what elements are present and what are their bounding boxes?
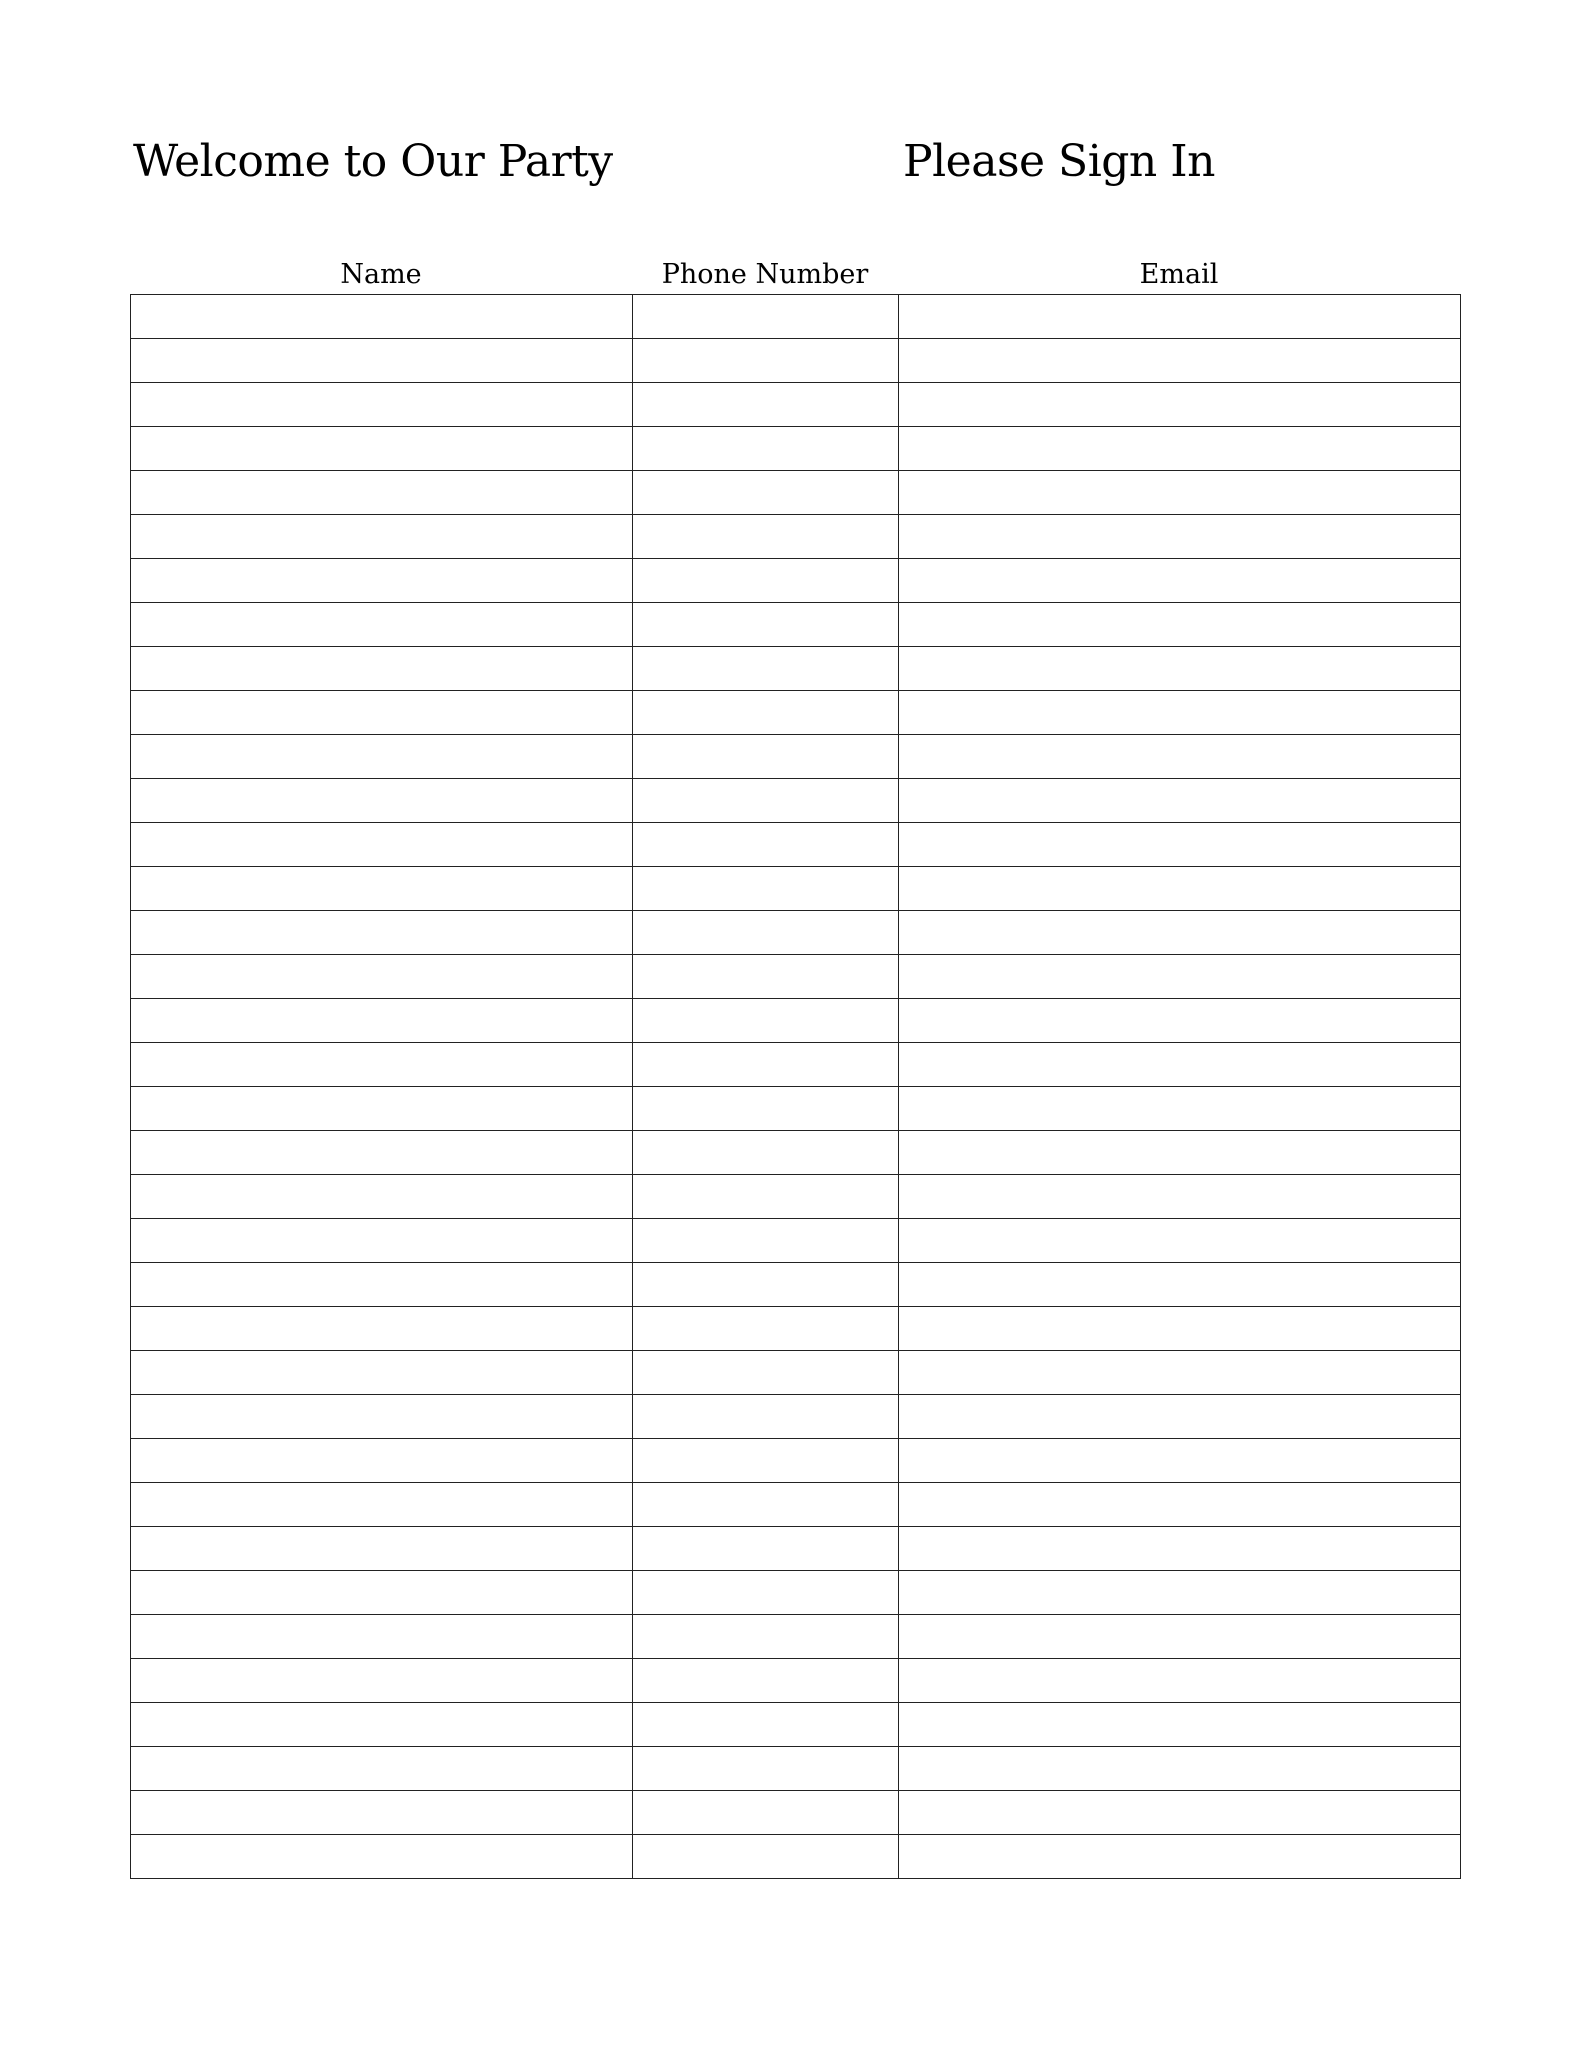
email-cell [899,1615,1461,1659]
phone-cell [633,779,899,823]
table-row [131,1043,1461,1087]
table-row [131,515,1461,559]
email-cell [899,339,1461,383]
name-cell [131,647,633,691]
sign-in-table-body [131,295,1461,1879]
name-cell [131,383,633,427]
table-row [131,1439,1461,1483]
table-row [131,1615,1461,1659]
table-row [131,955,1461,999]
table-row [131,691,1461,735]
name-cell [131,1835,633,1879]
name-cell [131,1395,633,1439]
table-row [131,1087,1461,1131]
table-row [131,339,1461,383]
email-cell [899,867,1461,911]
name-cell [131,1659,633,1703]
phone-cell [633,1131,899,1175]
name-cell [131,911,633,955]
email-cell [899,1307,1461,1351]
table-row [131,603,1461,647]
name-cell [131,427,633,471]
phone-cell [633,1571,899,1615]
email-cell [899,1439,1461,1483]
page-subtitle: Please Sign In [903,136,1215,187]
email-cell [899,1483,1461,1527]
name-cell [131,999,633,1043]
phone-cell [633,1043,899,1087]
name-cell [131,691,633,735]
phone-cell [633,823,899,867]
table-row [131,1131,1461,1175]
table-row [131,1703,1461,1747]
email-cell [899,1835,1461,1879]
phone-cell [633,1527,899,1571]
email-cell [899,779,1461,823]
name-cell [131,471,633,515]
table-row [131,1791,1461,1835]
phone-cell [633,911,899,955]
phone-cell [633,1835,899,1879]
table-row [131,999,1461,1043]
table-row [131,471,1461,515]
name-cell [131,1175,633,1219]
table-row [131,1219,1461,1263]
name-cell [131,1043,633,1087]
phone-cell [633,603,899,647]
phone-cell [633,339,899,383]
name-cell [131,603,633,647]
phone-cell [633,955,899,999]
email-cell [899,1571,1461,1615]
name-cell [131,1087,633,1131]
phone-cell [633,1087,899,1131]
phone-cell [633,515,899,559]
name-cell [131,1131,633,1175]
name-cell [131,1791,633,1835]
name-cell [131,295,633,339]
phone-cell [633,295,899,339]
table-row [131,1747,1461,1791]
email-cell [899,647,1461,691]
name-cell [131,823,633,867]
column-header-email: Email [1139,259,1219,290]
phone-cell [633,647,899,691]
name-cell [131,1747,633,1791]
name-cell [131,867,633,911]
phone-cell [633,1395,899,1439]
email-cell [899,471,1461,515]
column-header-phone: Phone Number [661,259,869,290]
name-cell [131,515,633,559]
phone-cell [633,1703,899,1747]
email-cell [899,1175,1461,1219]
email-cell [899,295,1461,339]
phone-cell [633,1307,899,1351]
name-cell [131,779,633,823]
name-cell [131,1483,633,1527]
name-cell [131,1351,633,1395]
email-cell [899,1747,1461,1791]
table-row [131,1175,1461,1219]
phone-cell [633,1351,899,1395]
name-cell [131,1307,633,1351]
phone-cell [633,1483,899,1527]
phone-cell [633,867,899,911]
name-cell [131,1703,633,1747]
name-cell [131,955,633,999]
phone-cell [633,559,899,603]
page-title: Welcome to Our Party [133,136,613,187]
email-cell [899,691,1461,735]
name-cell [131,1439,633,1483]
name-cell [131,1527,633,1571]
name-cell [131,1615,633,1659]
table-row [131,1351,1461,1395]
email-cell [899,1703,1461,1747]
email-cell [899,1087,1461,1131]
table-row [131,427,1461,471]
email-cell [899,515,1461,559]
email-cell [899,823,1461,867]
phone-cell [633,1615,899,1659]
table-row [131,823,1461,867]
email-cell [899,559,1461,603]
email-cell [899,1527,1461,1571]
table-row [131,867,1461,911]
phone-cell [633,999,899,1043]
table-row [131,1659,1461,1703]
table-row [131,911,1461,955]
phone-cell [633,1439,899,1483]
email-cell [899,999,1461,1043]
name-cell [131,1571,633,1615]
email-cell [899,603,1461,647]
table-row [131,1835,1461,1879]
name-cell [131,339,633,383]
email-cell [899,1351,1461,1395]
table-row [131,1307,1461,1351]
email-cell [899,955,1461,999]
column-header-name: Name [340,259,422,290]
phone-cell [633,1175,899,1219]
email-cell [899,1043,1461,1087]
table-row [131,559,1461,603]
table-row [131,295,1461,339]
phone-cell [633,1659,899,1703]
phone-cell [633,1791,899,1835]
phone-cell [633,1263,899,1307]
email-cell [899,1219,1461,1263]
table-row [131,1527,1461,1571]
name-cell [131,735,633,779]
email-cell [899,1263,1461,1307]
phone-cell [633,427,899,471]
table-row [131,779,1461,823]
name-cell [131,559,633,603]
table-row [131,647,1461,691]
phone-cell [633,1747,899,1791]
phone-cell [633,691,899,735]
email-cell [899,1791,1461,1835]
table-row [131,1263,1461,1307]
email-cell [899,735,1461,779]
table-row [131,1395,1461,1439]
table-row [131,383,1461,427]
phone-cell [633,1219,899,1263]
name-cell [131,1219,633,1263]
email-cell [899,1395,1461,1439]
phone-cell [633,735,899,779]
phone-cell [633,383,899,427]
email-cell [899,1131,1461,1175]
table-row [131,1483,1461,1527]
email-cell [899,383,1461,427]
name-cell [131,1263,633,1307]
phone-cell [633,471,899,515]
email-cell [899,427,1461,471]
table-row [131,735,1461,779]
sign-in-table [130,294,1461,1879]
email-cell [899,1659,1461,1703]
table-row [131,1571,1461,1615]
email-cell [899,911,1461,955]
